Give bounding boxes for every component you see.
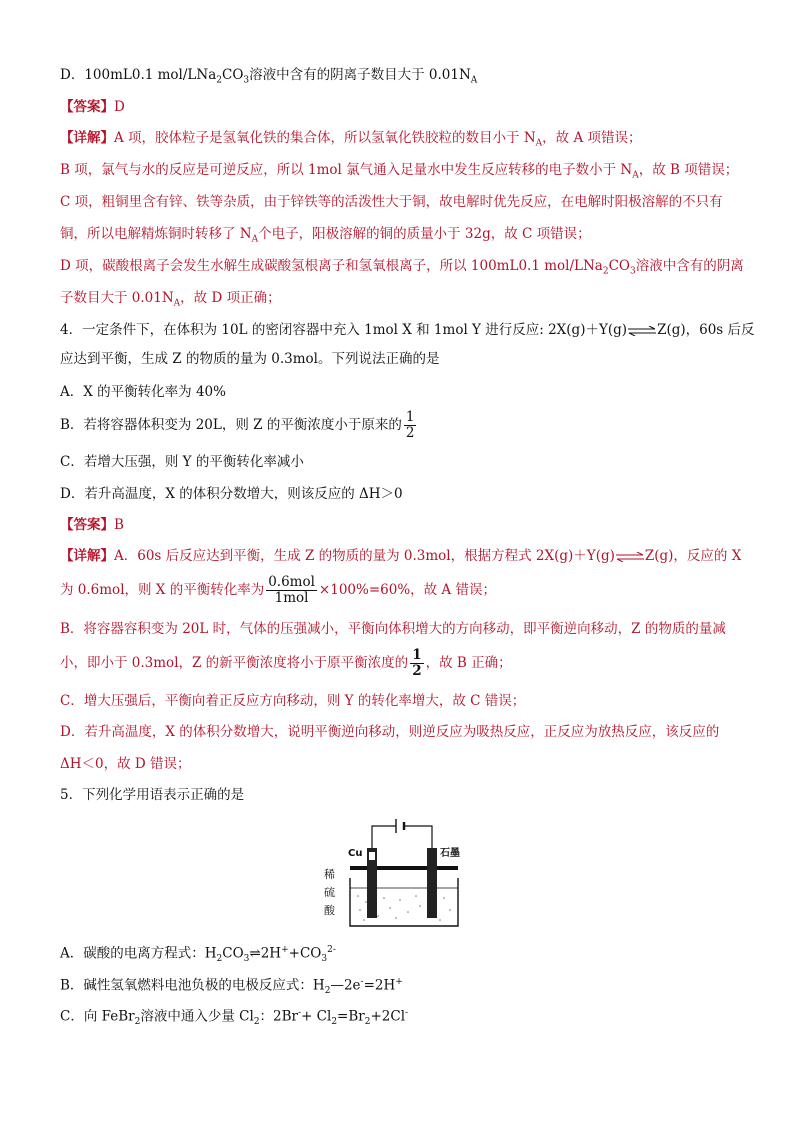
right-electrode-label: 石墨 <box>440 848 460 859</box>
q4-stem-1: 4．一定条件下，在体积为 10L 的密闭容器中充入 1mol X 和 1mol Y 进行反应: 2X(g)＋Y(g) Z(g)，60s 后反 <box>60 322 755 338</box>
q4-option-c: C．若增大压强，则 Y 的平衡转化率减小 <box>60 454 304 470</box>
equilibrium-arrow-icon <box>615 552 645 562</box>
q5-option-c: C．向 FeBr$_2$溶液中通入少量 $Cl_2$：$2Br^-+ Cl_2=Br_2+2Cl^-$ <box>60 1008 409 1028</box>
fraction-half: $\frac{1}{2}$ <box>412 647 422 679</box>
solution-label-1: 稀 <box>324 868 335 881</box>
q4-detail-c: C．增大压强后，平衡向着正反应方向移动，则 Y 的转化率增大，故 C 错误； <box>60 693 526 709</box>
q4-detail-b2: 小，即小于 0.3mol，Z 的新平衡浓度将小于原平衡浓度的 $\frac{1}{2}$ ，故 B 正确； <box>60 647 512 679</box>
q4-detail-d1: D．若升高温度，X 的体积分数增大，说明平衡逆向移动，则逆反应为吸热反应，正反应为放热反应，该反应的 <box>60 724 720 740</box>
equilibrium-arrow-icon <box>627 326 657 336</box>
q4-option-a: A．X 的平衡转化率为 40% <box>60 384 226 400</box>
q4-option-b: B．若将容器体积变为 20L，则 Z 的平衡浓度小于原来的 $\frac{1}{2}$ <box>60 409 415 441</box>
q3-detail-a: 【详解】A 项，胶体粒子是氢氧化铁的集合体，所以氢氧化铁胶粒的数目小于 $N_A$，故 A 项错误； <box>60 130 642 149</box>
q4-detail-a1: 【详解】A．60s 后反应达到平衡，生成 Z 的物质的量为 0.3mol，根据方程式 2X(g)＋Y(g) Z(g)，反应的 X <box>60 548 742 564</box>
q4-detail-a2: 为 0.6mol，则 X 的平衡转化率为 $\frac{\text{0.6mol}}{\text{1mol}}$ ×100%=60%，故 A 错误； <box>60 574 496 606</box>
q4-answer: 【答案】B <box>60 517 124 533</box>
q3-option-d: D．100mL0.1 mol/$LNa_2CO_3$溶液中含有的阴离子数目大于 $0.01N_A$ <box>60 67 478 86</box>
q4-option-d: D．若升高温度，X 的体积分数增大，则该反应的 ΔH＞0 <box>60 486 403 502</box>
fraction-half: $\frac{1}{2}$ <box>405 409 415 441</box>
q3-detail-d1: D 项，碳酸根离子会发生水解生成碳酸氢根离子和氢氧根离子，所以 100mL0.1 mol/$LNa_2CO_3$溶液中含有的阴离 <box>60 258 744 277</box>
graphite-electrode <box>427 848 437 918</box>
q3-detail-c2: 铜，所以电解精炼铜时转移了 $N_A$个电子，阳极溶解的铜的质量小于 32g，故 C 项错误； <box>60 226 591 245</box>
q4-detail-b1: B．将容器容积变为 20L 时，气体的压强减小，平衡向体积增大的方向移动，即平衡逆向移动，Z 的物质的量减 <box>60 621 726 637</box>
solution-label-2: 硫 <box>324 886 335 899</box>
solution-label-3: 酸 <box>324 904 335 917</box>
electrolysis-cell-diagram <box>320 816 475 931</box>
q3-detail-b: B 项，氯气与水的反应是可逆反应，所以 1mol 氯气通入足量水中发生反应转移的电子数小于 $N_A$，故 B 项错误； <box>60 162 739 181</box>
q3-answer: 【答案】D <box>60 99 125 115</box>
q4-stem-2: 应达到平衡，生成 Z 的物质的量为 0.3mol。下列说法正确的是 <box>60 351 440 367</box>
q5-option-a: A．碳酸的电离方程式：$H_2CO_3\rightleftharpoons 2H^++CO_3^{2-}$ <box>60 945 336 965</box>
q4-detail-d2: ΔH＜0，故 D 错误； <box>60 756 191 772</box>
q3-detail-d2: 子数目大于 $0.01N_A$，故 D 项正确； <box>60 290 281 309</box>
left-electrode-label: Cu <box>348 848 363 859</box>
q5-stem: 5．下列化学用语表示正确的是 <box>60 787 245 803</box>
q5-option-b: B．碱性氢氧燃料电池负极的电极反应式：$H_2—2e^-=2H^+$ <box>60 977 403 997</box>
q3-detail-c1: C 项，粗铜里含有锌、铁等杂质，由于锌铁等的活泼性大于铜，故电解时优先反应，在电解时阳极溶解的不只有 <box>60 194 723 210</box>
fraction-conversion: $\frac{\text{0.6mol}}{\text{1mol}}$ <box>268 574 315 606</box>
